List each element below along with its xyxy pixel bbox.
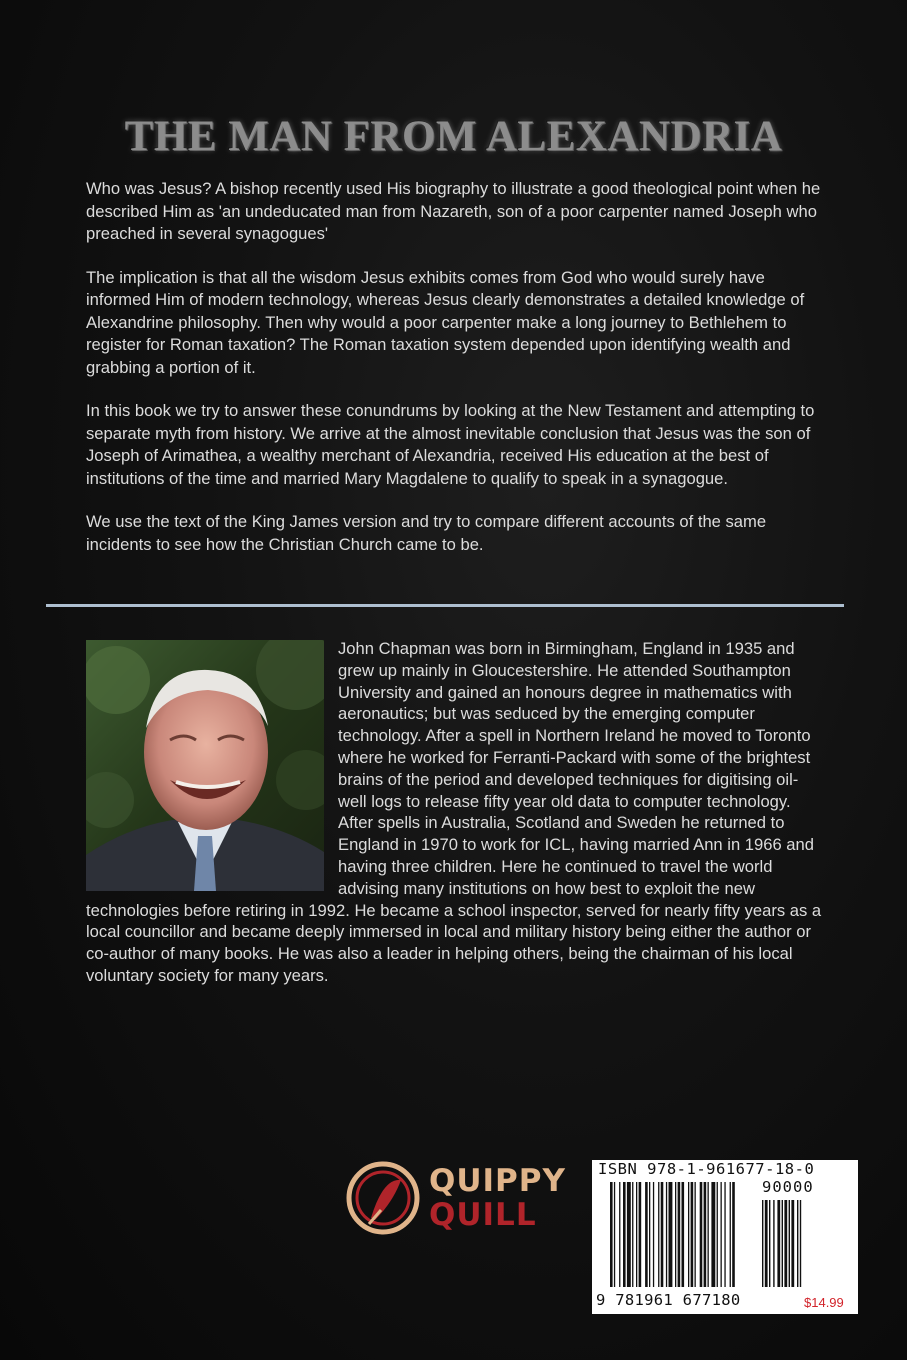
book-title: THE MAN FROM ALEXANDRIA [124, 113, 783, 160]
blurb-paragraph: Who was Jesus? A bishop recently used His biography to illustrate a good theological point when he described Him as 'an undeducated man from Nazareth, son of a poor carpenter named Joseph who preached in several synagogues' [86, 179, 821, 243]
blurb-paragraph: We use the text of the King James version and try to compare different accounts of the same incidents to see how the Christian Church came to be. [86, 512, 767, 554]
price-addon-code: 90000 [762, 1178, 814, 1196]
publisher-logo [345, 1160, 575, 1238]
author-photo [86, 640, 324, 891]
barcode-box [592, 1160, 858, 1314]
blurb-paragraph: In this book we try to answer these conundrums by looking at the New Testament and attempting to separate myth from history. We arrive at the almost inevitable conclusion that Jesus was the son of Joseph of Arimathea, a wealthy merchant of Alexandria, received His education at the best of institutions of the time and married Mary Magdalene to qualify to speak in a synagogue. [86, 401, 815, 488]
blurb-paragraph: The implication is that all the wisdom Jesus exhibits comes from God who would surely have informed Him of modern technology, whereas Jesus clearly demonstrates a detailed knowledge of Alexandrine philosophy. Then why would a poor carpenter make a long journey to Bethlehem to register for Roman taxation? The Roman taxation system depended upon identifying wealth and grabbing a portion of it. [86, 267, 805, 377]
publisher-name-line2: QUILL [429, 1197, 537, 1233]
divider [46, 604, 844, 607]
author-bio-section [86, 638, 826, 987]
price: $14.99 [804, 1295, 844, 1310]
quill-icon [345, 1160, 423, 1238]
author-bio: John Chapman was born in Birmingham, England in 1935 and grew up mainly in Gloucestershire. He attended Southampton University and gained an honours degree in mathematics with aeronautics; but was seduced by the emerging computer technology. After a spell in Northern Ireland he moved to Toronto where he worked for Ferranti-Packard with some of the brightest brains of the period and developed techniques for digitising oil-well logs to release fifty year old data to computer technology. After spells in Australia, Scotland and Sweden he returned to England in 1970 to work for ICL, having married Ann in 1966 and having three children. Here he continued to travel the world advising many institutions on how best to exploit the new technologies before retiring in 1992. He became a school inspector, served for nearly fifty years as a local councillor and became deeply immersed in local and military history being either the author or co-author of many books. He was also a leader in helping others, being the chairman of his local voluntary society for many years. [86, 639, 822, 985]
publisher-name-line1: QUIPPY [429, 1163, 566, 1199]
barcode-icon [610, 1182, 850, 1292]
isbn-digits: 9 781961 677180 [596, 1291, 741, 1309]
blurb [86, 178, 826, 577]
isbn-label: ISBN 978-1-961677-18-0 [598, 1160, 815, 1178]
